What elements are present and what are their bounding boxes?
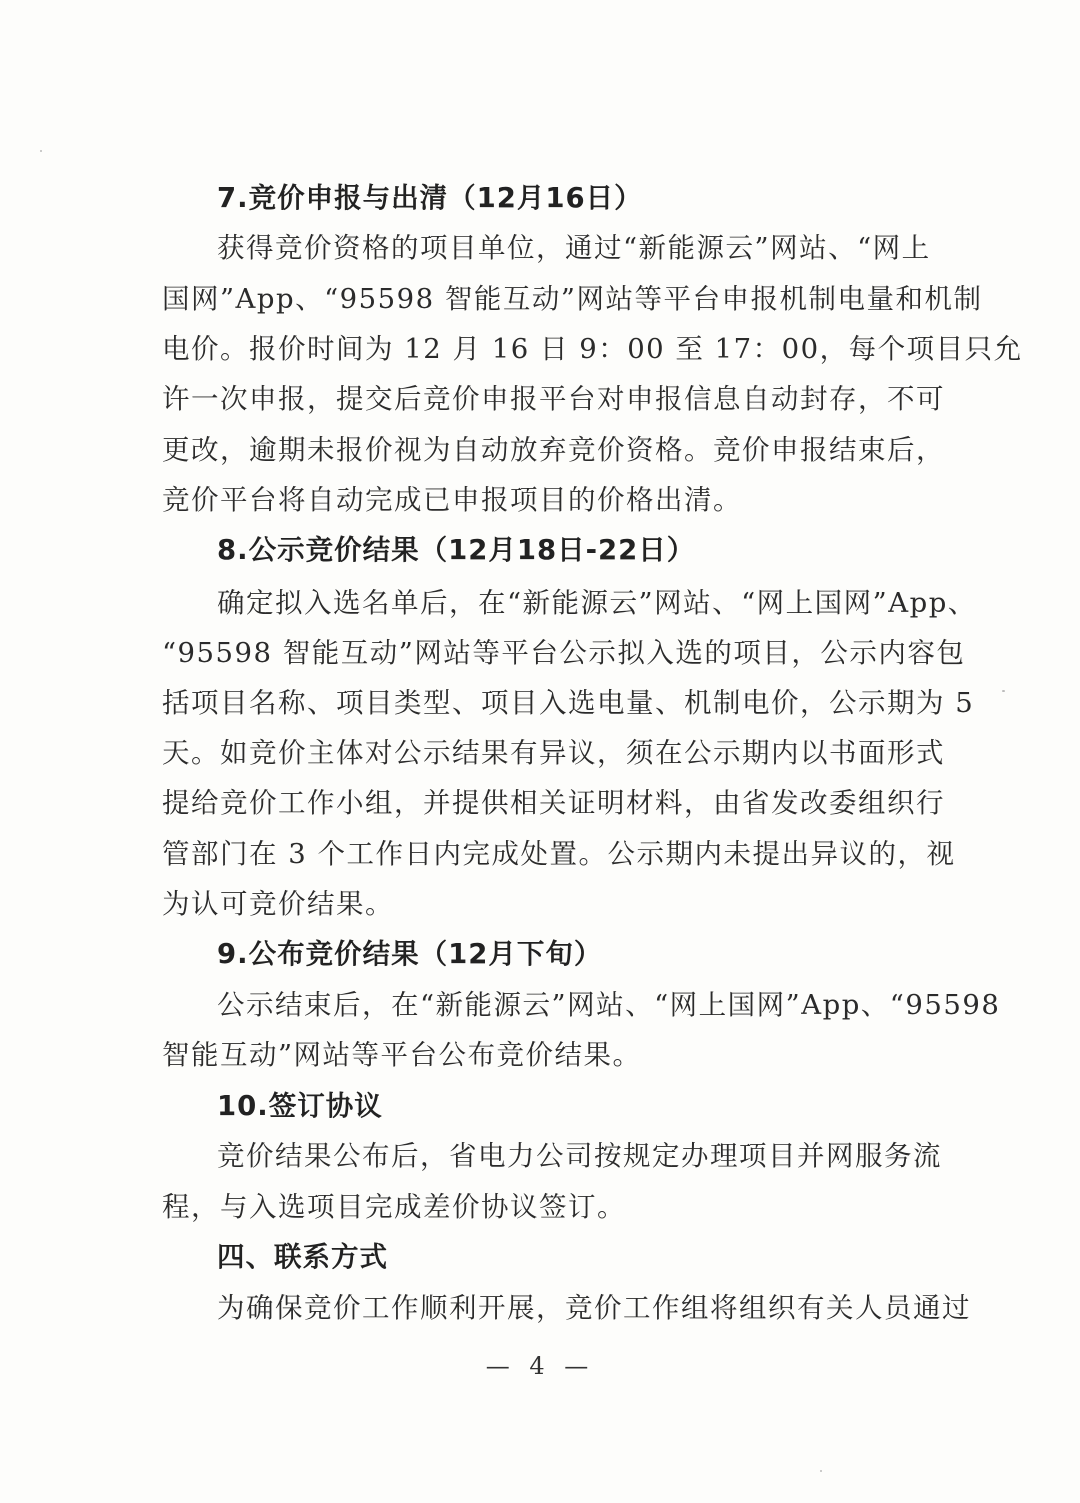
paragraph-line: 更改，逾期未报价视为自动放弃竞价资格。竞价申报结束后， xyxy=(162,434,945,466)
section-heading-8: 8.公示竞价结果（12月18日-22日） xyxy=(217,534,696,566)
paragraph-line: 智能互动”网站等平台公布竞价结果。 xyxy=(162,1039,642,1071)
section-heading-9: 9.公布竞价结果（12月下旬） xyxy=(217,938,603,970)
paragraph-line: 提给竞价工作小组，并提供相关证明材料，由省发改委组织行 xyxy=(162,787,945,819)
paragraph-line: 确定拟入选名单后，在“新能源云”网站、“网上国网”App、 xyxy=(217,587,977,619)
scan-speck xyxy=(40,150,42,152)
paragraph-line: 竞价平台将自动完成已申报项目的价格出清。 xyxy=(162,484,742,516)
section-heading-contact: 四、联系方式 xyxy=(217,1241,388,1273)
paragraph-line: 天。如竞价主体对公示结果有异议，须在公示期内以书面形式 xyxy=(162,737,945,769)
section-heading-7: 7.竞价申报与出清（12月16日） xyxy=(217,182,643,214)
paragraph-line: 程，与入选项目完成差价协议签订。 xyxy=(162,1191,626,1223)
paragraph-line: 竞价结果公布后，省电力公司按规定办理项目并网服务流 xyxy=(217,1140,942,1172)
paragraph-line: “95598 智能互动”网站等平台公示拟入选的项目，公示内容包 xyxy=(162,637,966,669)
paragraph-line: 国网”App、“95598 智能互动”网站等平台申报机制电量和机制 xyxy=(162,283,983,315)
scan-speck xyxy=(820,1470,822,1472)
section-heading-10: 10.签订协议 xyxy=(217,1090,383,1122)
paragraph-line: 许一次申报，提交后竞价申报平台对申报信息自动封存，不可 xyxy=(162,383,945,415)
paragraph-line: 获得竞价资格的项目单位，通过“新能源云”网站、“网上 xyxy=(217,232,931,264)
paragraph-line: 管部门在 3 个工作日内完成处置。公示期内未提出异议的，视 xyxy=(162,838,956,870)
page-number: — 4 — xyxy=(485,1352,595,1380)
paragraph-line: 括项目名称、项目类型、项目入选电量、机制电价，公示期为 5 xyxy=(162,687,975,719)
paragraph-line: 为确保竞价工作顺利开展，竞价工作组将组织有关人员通过 xyxy=(217,1292,971,1324)
paragraph-line: 电价。报价时间为 12 月 16 日 9：00 至 17：00，每个项目只允 xyxy=(162,333,1023,365)
scan-speck xyxy=(1002,690,1005,692)
paragraph-line: 公示结束后，在“新能源云”网站、“网上国网”App、“95598 xyxy=(217,989,1001,1021)
paragraph-line: 为认可竞价结果。 xyxy=(162,888,394,920)
